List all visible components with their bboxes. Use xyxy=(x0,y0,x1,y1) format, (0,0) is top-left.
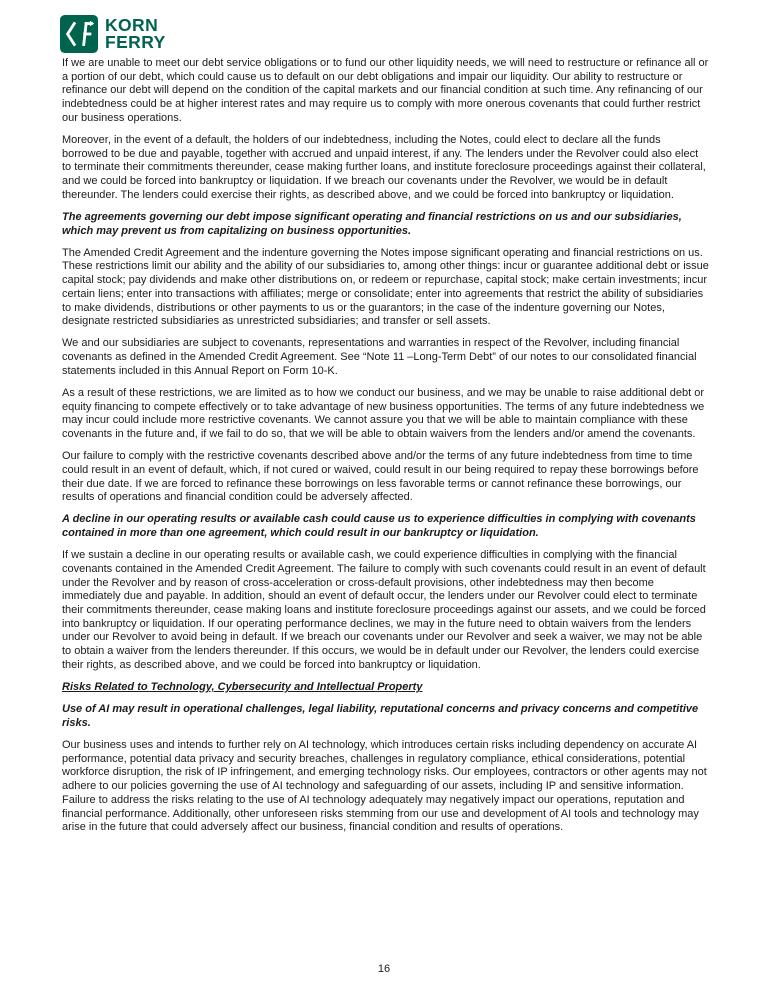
paragraph: We and our subsidiaries are subject to covenants, representations and warranties in respect of the Revolver, including financial covenants as defined in the Amended Credit Agreement. See “Note 11 –Long-Term Debt” of our notes to our consolidated financial statements included in this Annual Report on Form 10-K. xyxy=(62,337,697,377)
korn-ferry-wordmark xyxy=(105,17,166,50)
paragraph: Our business uses and intends to further rely on AI technology, which introduces certain risks including dependency on accurate AI performance, potential data privacy and security breaches, challenges in regulatory compliance, ethical considerations, potential workforce disruption, the risk of IP infringement, and emerging technology risks. Our employees, contractors or other agents may not adhere to our policies governing the use of AI technology and safeguarding of our assets, including IP and sensitive information. Failure to address the risks relating to the use of AI technology adequately may negatively impact our operations, reputation and financial performance. Additionally, other unforeseen risks stemming from our use and development of AI tools and technology may arise in the future that could adversely affect our business, financial condition and results of operations. xyxy=(62,739,707,834)
paragraph: Our failure to comply with the restrictive covenants described above and/or the terms of any future indebtedness from time to time could result in an event of default, which, if not cured or waived, could result in our being required to repay these borrowings before their due date. If we are forced to refinance these borrowings on less favorable terms or cannot refinance these borrowings, our results of operations and financial condition could be adversely affected. xyxy=(62,450,699,504)
section-heading: Risks Related to Technology, Cybersecurity and Intellectual Property xyxy=(62,681,423,693)
wordmark-line2: FERRY xyxy=(105,32,166,52)
paragraph: If we are unable to meet our debt service obligations or to fund our other liquidity needs, we will need to restructure or refinance all or a portion of our debt, which could cause us to default on our debt obligations and impair our liquidity. Our ability to restructure or refinance our debt will depend on the condition of the capital markets and our financial condition at such time. Any refinancing of our indebtedness could be at higher interest rates and may require us to comply with more onerous covenants that could further restrict our business operations. xyxy=(62,57,709,124)
page-footer xyxy=(0,963,768,975)
paragraph: If we sustain a decline in our operating results or available cash, we could experience difficulties in complying with the financial covenants contained in the Amended Credit Agreement. The failure to comply with such covenants could result in an event of default under the Revolver and by reason of cross-acceleration or cross-default provisions, other indebtedness may then become immediately due and payable. In addition, should an event of default occur, the lenders under our Revolver could elect to terminate their commitments thereunder, cease making loans and institute foreclosure proceedings against our assets, and we could be forced into bankruptcy or liquidation. If our operating performance declines, we may in the future need to obtain waivers from the lenders under our Revolver to avoid being in default. If we breach our covenants under our Revolver and seek a waiver, we may not be able to obtain a waiver from the lenders thereunder. If this occurs, we would be in default under our Revolver, the lenders could exercise their rights, as described above, and we could be forced into bankruptcy or liquidation. xyxy=(62,549,706,671)
document-body xyxy=(62,57,709,843)
korn-ferry-logo xyxy=(60,15,166,53)
korn-ferry-monogram-icon xyxy=(60,15,98,53)
paragraph: Moreover, in the event of a default, the holders of our indebtedness, including the Notes, could elect to declare all the funds borrowed to be due and payable, together with accrued and unpaid interest, if any. The lenders under the Revolver could also elect to terminate their commitments thereunder, cease making further loans, and institute foreclosure proceedings against their collateral, and we could be forced into bankruptcy or liquidation. If we breach our covenants under the Revolver, we would be in default thereunder. The lenders could exercise their rights, as described above, and we could be forced into bankruptcy or liquidation. xyxy=(62,133,706,201)
risk-factor-heading: A decline in our operating results or available cash could cause us to experience difficulties in complying with covenants contained in more than one agreement, which could result in our bankruptcy or liquidation. xyxy=(62,513,696,540)
risk-factor-heading: The agreements governing our debt impose significant operating and financial restrictions on us and our subsidiaries, which may prevent us from capitalizing on business opportunities. xyxy=(62,210,682,237)
wordmark-line1: KORN xyxy=(105,15,159,36)
paragraph: As a result of these restrictions, we are limited as to how we conduct our business, and we may be unable to raise additional debt or equity financing to compete effectively or to take advantage of new business opportunities. The terms of any future indebtedness we may incur could include more restrictive covenants. We cannot assure you that we will be able to maintain compliance with these covenants in the future and, if we fail to do so, that we will be able to obtain waivers from the lenders and/or amend the covenants. xyxy=(62,386,705,440)
paragraph: The Amended Credit Agreement and the indenture governing the Notes impose significant operating and financial restrictions on us. These restrictions limit our ability and the ability of our subsidiaries to, among other things: incur or guarantee additional debt or issue capital stock; pay dividends and make other distributions on, or redeem or repurchase, capital stock; make certain investments; incur certain liens; enter into transactions with affiliates; merge or consolidate; enter into agreements that restrict the ability of subsidiaries to make dividends, distributions or other payments to us or the guarantors; in the case of the indenture governing our Notes, designate restricted subsidiaries as unrestricted subsidiaries; and transfer or sell assets. xyxy=(62,246,709,328)
risk-factor-heading: Use of AI may result in operational challenges, legal liability, reputational concerns and privacy concerns and competitive risks. xyxy=(62,703,699,729)
page-number: 16 xyxy=(377,963,391,975)
